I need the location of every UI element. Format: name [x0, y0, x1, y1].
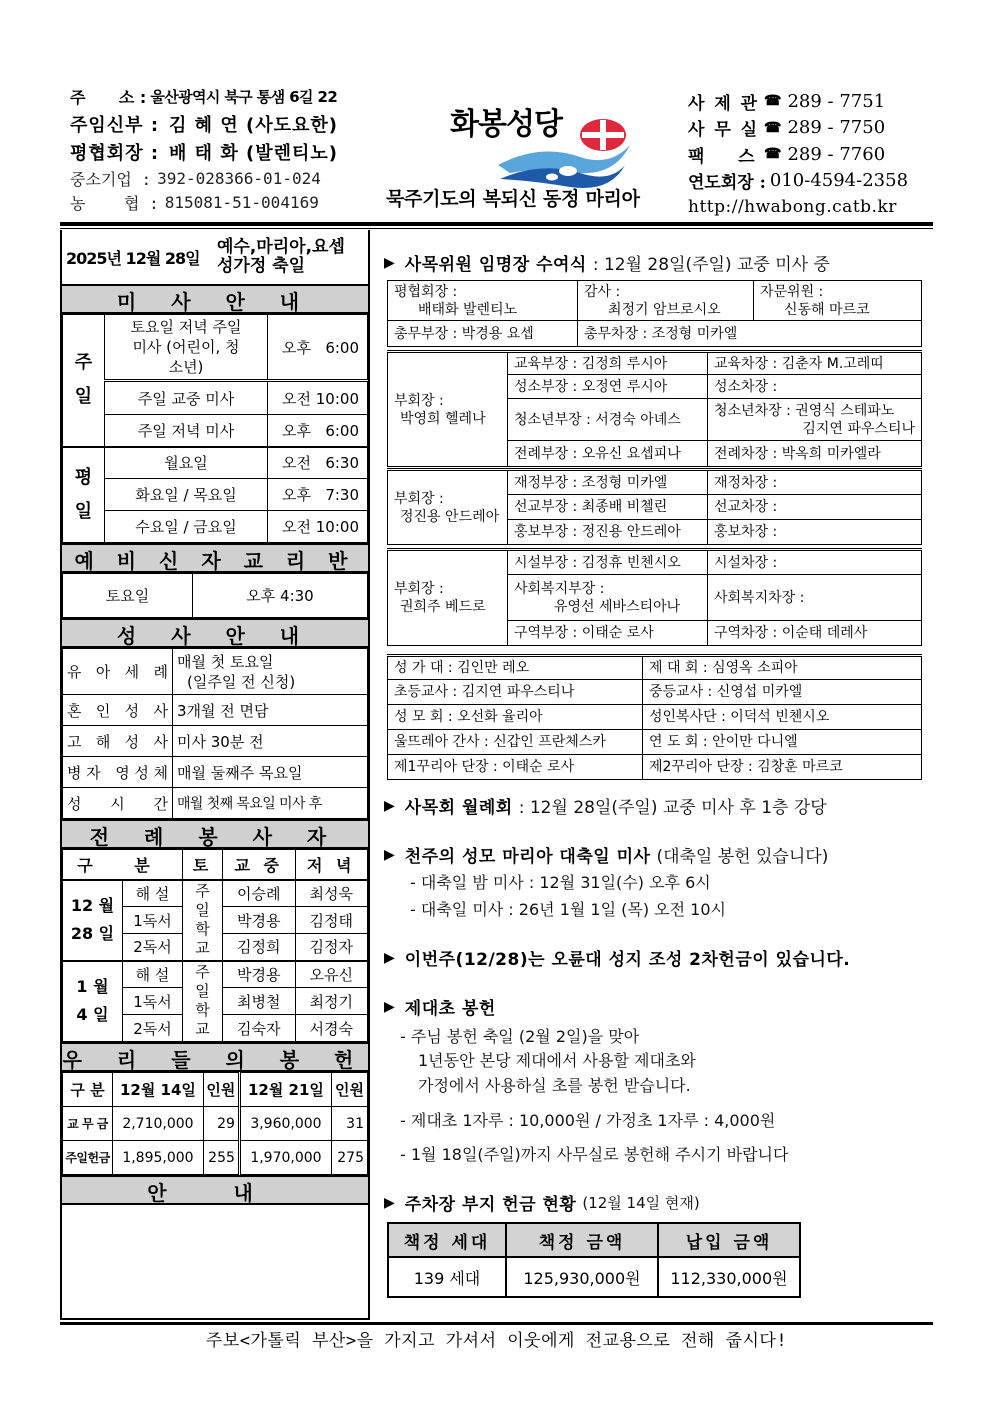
catechumen-time: 오후 4:30 — [193, 574, 368, 618]
org-cell: 성소차장 : — [708, 375, 922, 399]
appointment-heading — [384, 250, 830, 275]
section-offering-title: 우 리 들 의 봉 헌 — [62, 1042, 368, 1072]
vp-label: 부회장 : — [394, 490, 444, 507]
council-name: 배 태 화 (발렌티노) — [169, 143, 338, 164]
sacrament-info: 매월 첫째 목요일 미사 후 — [173, 788, 368, 819]
org-cell: 중등교사 : 신영섭 미카엘 — [643, 680, 922, 705]
notice-area — [62, 1205, 368, 1335]
count: 255 — [203, 1141, 239, 1175]
role: 해 설 — [123, 961, 183, 988]
mobile-number: 010-4594-2358 — [769, 170, 909, 192]
feast-name: 예수,마리아,요셉 성가정 축일 — [217, 237, 345, 276]
sacrament-info-line: 매월 첫 토요일 — [177, 652, 274, 671]
paid-amount-value: 112,330,000원 — [658, 1257, 800, 1297]
sacrament-info-line: (일주일 전 신청) — [187, 672, 296, 691]
vp-label: 부회장 : — [394, 392, 444, 409]
contact-number: 289 - 7760 — [787, 143, 886, 165]
evening-server: 최정기 — [295, 988, 368, 1015]
weekday-label: 평 일 — [63, 447, 105, 543]
col-header: 12월 21일 — [239, 1073, 331, 1107]
count: 275 — [332, 1141, 368, 1175]
col-header: 인원 — [332, 1073, 368, 1107]
contact-fax — [688, 141, 933, 168]
mass-name: 월요일 — [105, 447, 268, 479]
org-cell — [388, 281, 578, 321]
candles-line: - 제대초 1자루 : 10,000원 / 가정초 1자루 : 4,000원 — [400, 1111, 776, 1130]
org-line: 유영선 세바스티아나 — [554, 598, 681, 615]
council-label: 평협회장 : — [70, 143, 160, 164]
col-header: 12월 14일 — [113, 1073, 204, 1107]
vp-cell — [388, 550, 508, 646]
org-cell: 전례차장 : 박옥희 미카엘라 — [708, 441, 922, 467]
offering-type: 교 무 금 — [63, 1107, 113, 1141]
org-cell: 전례부장 : 오유신 요셉피나 — [508, 441, 708, 467]
appointment-table — [387, 280, 922, 347]
org-name: 최정기 암브로시오 — [608, 301, 721, 318]
count: 31 — [332, 1107, 368, 1141]
candles-line: - 주님 봉헌 축일 (2월 2일)을 맞아 — [400, 1027, 640, 1046]
assigned-amount-value: 125,930,000원 — [506, 1257, 658, 1297]
section-servers-title: 전 례 봉 사 자 — [62, 819, 368, 849]
saturday-servers: 주일학교 — [183, 961, 223, 1042]
saturday-servers: 주일학교 — [183, 880, 223, 961]
char: 사 — [153, 701, 168, 720]
org-role: 자문위원 : — [760, 283, 824, 300]
main-server: 최병철 — [223, 988, 296, 1015]
role: 해 설 — [123, 880, 183, 907]
contact-number: 289 - 7750 — [787, 117, 886, 139]
char: 영 — [115, 763, 130, 782]
heading-title: 사목위원 임명장 수여식 — [404, 255, 587, 275]
triangle-bullet-icon: ▶ — [384, 254, 395, 271]
col-header: 저 녁 — [295, 850, 368, 880]
sacrament-info: 매월 둘째주 목요일 — [173, 757, 368, 788]
mass-name: 주일 교중 미사 — [105, 381, 268, 415]
main-server: 김숙자 — [223, 1015, 296, 1042]
main-server: 김정희 — [223, 934, 296, 961]
contact-label: 사 제 관 — [688, 93, 760, 114]
amount: 1,895,000 — [113, 1141, 204, 1175]
vp-name: 권희주 베드로 — [400, 599, 486, 615]
org-cell: 시설부장 : 김정휴 빈첸시오 — [508, 550, 708, 575]
heading-title: 이번주(12/28)는 오륜대 성지 조성 2차헌금이 있습니다. — [404, 950, 851, 970]
monthly-meeting-heading — [384, 793, 827, 818]
org-cell: 홍보부장 : 정진용 안드레아 — [508, 520, 708, 545]
vp-name: 정진용 안드레아 — [400, 508, 500, 525]
pastor-label: 주임신부 : — [70, 115, 160, 136]
main-server: 이승례 — [223, 880, 296, 907]
parking-fund-table — [387, 1222, 801, 1298]
bank2-row — [70, 190, 370, 214]
candles-line: 가정에서 사용하실 초를 봉헌 받습니다. — [418, 1076, 691, 1095]
heading-detail: : 12월 28일(주일) 교중 미사 중 — [592, 255, 830, 275]
org-cell: 성 가 대 : 김인만 레오 — [388, 656, 643, 680]
footer-divider — [60, 1320, 933, 1325]
role: 2독서 — [123, 934, 183, 961]
triangle-bullet-icon: ▶ — [384, 949, 395, 966]
amount: 3,960,000 — [239, 1107, 331, 1141]
char: 체 — [153, 763, 168, 782]
section-sacraments-title: 성 사 안 내 — [62, 618, 368, 648]
col-header: 책정 금액 — [506, 1223, 658, 1257]
bank1-account: 392-028366-01-024 — [157, 168, 321, 188]
catechumen-table — [62, 573, 368, 618]
solemnity-line: - 대축일 밤 미사 : 12월 31일(수) 오후 6시 — [410, 873, 711, 892]
char: 사 — [153, 732, 168, 751]
org-cell: 홍보차장 : — [708, 520, 922, 545]
char: 성 — [124, 732, 140, 751]
col-header: 토 — [183, 850, 223, 880]
amount: 1,970,000 — [239, 1141, 331, 1175]
phone-icon: ☎ — [764, 146, 782, 163]
second-collection-heading — [384, 945, 850, 970]
org-cell: 제1꾸리아 단장 : 이태순 로사 — [388, 755, 643, 780]
org-cell — [508, 575, 708, 621]
org-cell: 청소년부장 : 서경숙 아녜스 — [508, 399, 708, 441]
vp-label: 부회장 : — [394, 581, 444, 597]
mass-name: 주일 저녁 미사 — [105, 415, 268, 447]
org-cell: 사회복지차장 : — [708, 575, 922, 621]
sacrament-name — [63, 726, 173, 757]
org-cell: 구역차장 : 이순태 데레사 — [708, 621, 922, 646]
char: 혼 — [67, 701, 82, 720]
contact-info — [688, 88, 933, 221]
sacrament-info: 미사 30분 전 — [173, 726, 368, 757]
org-cell: 교육차장 : 김춘자 M.고레띠 — [708, 352, 922, 375]
char: 세 — [124, 663, 140, 681]
mass-time: 오전 10:00 — [268, 381, 368, 415]
char: 례 — [153, 663, 168, 681]
sacraments-table — [62, 648, 368, 819]
sacrament-info — [173, 649, 368, 695]
solemnity-line: - 대축일 미사 : 26년 1월 1일 (목) 오전 10시 — [410, 900, 726, 919]
org-cell: 교육부장 : 김정희 루시아 — [508, 352, 708, 375]
org-line: 김지연 파우스티나 — [802, 420, 915, 437]
evening-server: 오유신 — [295, 961, 368, 988]
mass-time: 오후 6:00 — [268, 315, 368, 381]
mass-schedule-table — [62, 314, 368, 543]
solemnity-heading — [384, 842, 828, 867]
char: 성 — [134, 763, 149, 782]
evening-server: 최성욱 — [295, 880, 368, 907]
evening-server: 김정자 — [295, 934, 368, 961]
vp-group-3 — [387, 548, 922, 646]
org-line: 사회복지부장 : — [514, 580, 605, 597]
char: 성 — [124, 701, 140, 720]
role: 1독서 — [123, 907, 183, 934]
org-cell: 성 모 회 : 오선화 율리아 — [388, 705, 643, 730]
org-cell — [754, 281, 922, 321]
org-cell: 재정차장 : — [708, 470, 922, 495]
vp-cell — [388, 352, 508, 467]
contact-rectory — [688, 88, 933, 115]
vp-group-2 — [387, 468, 922, 545]
pastor-row — [70, 110, 370, 138]
col-header: 구 분 — [63, 850, 183, 880]
org-cell: 제2꾸리아 단장 : 김창훈 마르코 — [643, 755, 922, 780]
section-notice-title: 안 내 — [62, 1175, 368, 1205]
address-label: 주 소 : — [70, 87, 147, 107]
offering-table — [62, 1072, 368, 1175]
mass-name: 수요일 / 금요일 — [105, 511, 268, 543]
candles-line: - 1월 18일(주일)까지 사무실로 봉헌해 주시기 바랍니다 — [400, 1145, 789, 1164]
address-row — [70, 82, 370, 110]
mobile-label: 연도회장 : — [688, 173, 766, 194]
bank1-row — [70, 166, 370, 190]
role: 1독서 — [123, 988, 183, 1015]
org-role: 감사 : — [584, 283, 621, 300]
bank1-label: 중소기업 : — [70, 169, 152, 189]
char: 유 — [67, 663, 82, 681]
church-logo — [440, 95, 640, 190]
char: 인 — [95, 701, 111, 720]
char: 간 — [153, 794, 168, 813]
char: 성 — [67, 794, 82, 813]
org-cell: 선교부장 : 최종배 비첼린 — [508, 495, 708, 520]
council-row — [70, 138, 370, 166]
header-info — [70, 82, 370, 214]
org-cell: 시설차장 : — [708, 550, 922, 575]
mass-time: 오전 6:30 — [268, 447, 368, 479]
org-cell — [708, 399, 922, 441]
other-groups-table — [387, 654, 922, 780]
col-header: 구 분 — [63, 1073, 113, 1107]
church-emblem-icon — [440, 95, 640, 190]
col-header: 인원 — [203, 1073, 239, 1107]
heading-title: 주차장 부지 헌금 현황 — [404, 1195, 577, 1215]
contact-number: 289 - 7751 — [787, 90, 886, 112]
bank2-account: 815081-51-004169 — [164, 192, 319, 212]
evening-server: 서경숙 — [295, 1015, 368, 1042]
org-cell: 연 도 회 : 안이만 다니엘 — [643, 730, 922, 755]
sacrament-info: 3개월 전 면담 — [173, 695, 368, 726]
org-role: 평협회장 : — [394, 283, 458, 300]
org-cell: 성인복사단 : 이덕석 빈첸시오 — [643, 705, 922, 730]
org-cell: 초등교사 : 김지연 파우스티나 — [388, 680, 643, 705]
website-link[interactable]: http://hwabong.catb.kr — [688, 197, 897, 218]
char: 고 — [67, 732, 82, 751]
contact-label: 사 무 실 — [688, 120, 760, 141]
char: 해 — [95, 732, 111, 751]
address-value: 울산광역시 북구 통샘 6길 22 — [150, 87, 338, 106]
vp-name: 박영희 헬레나 — [400, 410, 486, 427]
heading-title: 제대초 봉헌 — [404, 999, 496, 1019]
mass-time: 오후 6:00 — [268, 415, 368, 447]
service-date: 1 월 4 일 — [63, 961, 123, 1042]
section-catechumen-title: 예 비 신 자 교 리 반 — [62, 543, 368, 573]
heading-detail: (대축일 봉헌 있습니다) — [656, 847, 829, 867]
heading-detail: : 12월 28일(주일) 교중 미사 후 1층 강당 — [518, 798, 827, 818]
org-name: 신동해 마르코 — [784, 301, 870, 318]
count: 29 — [203, 1107, 239, 1141]
triangle-bullet-icon: ▶ — [384, 1194, 395, 1211]
org-cell: 선교차장 : — [708, 495, 922, 520]
pastor-name: 김 혜 연 (사도요한) — [169, 115, 338, 136]
amount: 2,710,000 — [113, 1107, 204, 1141]
right-column — [372, 230, 933, 1320]
org-cell: 구역부장 : 이태순 로사 — [508, 621, 708, 646]
heading-detail: (12월 14일 현재) — [582, 1194, 700, 1212]
contact-label: 팩 스 — [688, 146, 757, 167]
col-header: 납입 금액 — [658, 1223, 800, 1257]
contact-mobile — [688, 168, 933, 195]
mass-time: 오후 7:30 — [268, 479, 368, 511]
triangle-bullet-icon: ▶ — [384, 797, 395, 814]
mass-time: 오전 10:00 — [268, 511, 368, 543]
section-mass-title: 미 사 안 내 — [62, 284, 368, 314]
sacrament-name — [63, 757, 173, 788]
evening-server: 김정태 — [295, 907, 368, 934]
triangle-bullet-icon: ▶ — [384, 998, 395, 1015]
sunday-label: 주 일 — [63, 315, 105, 447]
char: 아 — [95, 663, 111, 681]
org-name: 배태화 발렌티노 — [418, 301, 518, 318]
service-date: 12 월 28 일 — [63, 880, 123, 961]
org-cell: 울뜨레아 간사 : 신갑인 프란체스카 — [388, 730, 643, 755]
heading-title: 사목회 월례회 — [404, 798, 513, 818]
sacrament-name — [63, 649, 173, 695]
bulletin-date: 2025년 12월 28일 — [66, 248, 200, 268]
main-server: 박경용 — [223, 961, 296, 988]
parking-heading — [384, 1190, 700, 1215]
vp-group-1 — [387, 350, 922, 467]
org-cell — [578, 281, 754, 321]
phone-icon: ☎ — [764, 119, 782, 136]
char: 시 — [110, 794, 125, 813]
sacrament-name — [63, 695, 173, 726]
servers-table — [62, 849, 368, 1042]
church-name: 화봉성당 — [450, 107, 562, 142]
org-cell: 제 대 회 : 심영옥 소피아 — [643, 656, 922, 680]
org-line: 청소년차장 : 권영식 스테파노 — [714, 402, 895, 419]
main-server: 박경용 — [223, 907, 296, 934]
vp-cell — [388, 470, 508, 545]
church-motto: 묵주기도의 복되신 동정 마리아 — [386, 188, 640, 210]
date-feast — [62, 230, 368, 284]
contact-office — [688, 115, 933, 142]
left-column — [60, 230, 370, 1320]
bank2-label: 농 협 : — [70, 193, 159, 213]
col-header: 교 중 — [223, 850, 296, 880]
mass-name: 토요일 저녁 주일미사 (어린이, 청소년) — [105, 315, 268, 381]
col-header: 책정 세대 — [388, 1223, 506, 1257]
catechumen-day: 토요일 — [63, 574, 193, 618]
org-cell: 재정부장 : 조정형 미카엘 — [508, 470, 708, 495]
org-cell: 성소부장 : 오정연 루시아 — [508, 375, 708, 399]
char: 자 — [86, 763, 101, 782]
candles-line: 1년동안 본당 제대에서 사용할 제대초와 — [418, 1051, 696, 1070]
char: 병 — [67, 763, 82, 782]
candles-heading — [384, 994, 496, 1019]
header-divider — [60, 222, 933, 229]
org-cell: 총무부장 : 박경용 요셉 — [388, 321, 578, 347]
sacrament-name — [63, 788, 173, 819]
phone-icon: ☎ — [764, 93, 782, 110]
org-cell: 총무차장 : 조정형 미카엘 — [578, 321, 922, 347]
households-value: 139 세대 — [388, 1257, 506, 1297]
footer-text: 주보<가톨릭 부산>을 가지고 가셔서 이웃에게 전교용으로 전해 줍시다! — [205, 1331, 788, 1351]
role: 2독서 — [123, 1015, 183, 1042]
heading-title: 천주의 성모 마리아 대축일 미사 — [404, 847, 651, 867]
offering-type: 주일헌금 — [63, 1141, 113, 1175]
triangle-bullet-icon: ▶ — [384, 846, 395, 863]
mass-name: 화요일 / 목요일 — [105, 479, 268, 511]
